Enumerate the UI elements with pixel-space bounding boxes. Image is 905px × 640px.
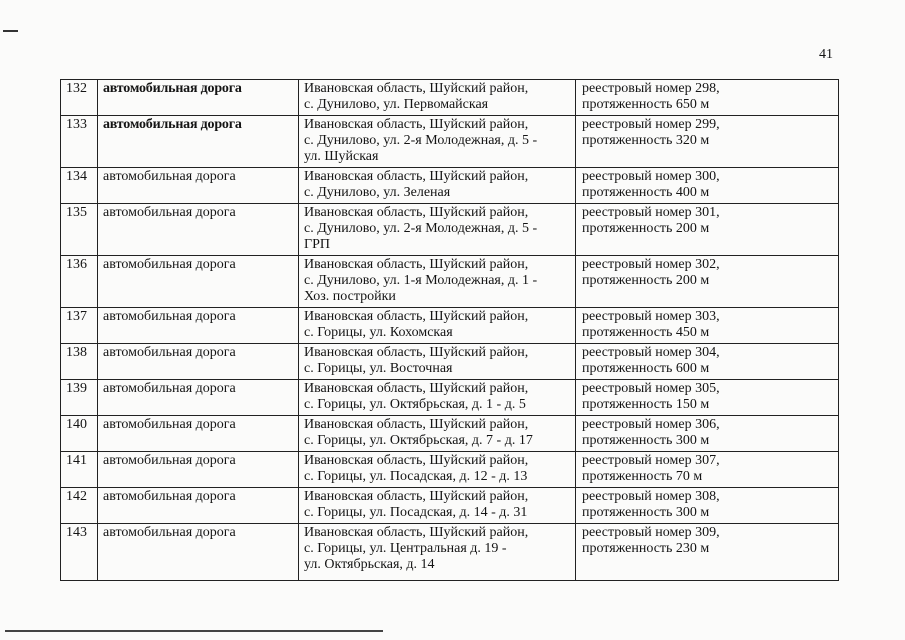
registry-info-line: реестровый номер 298, xyxy=(582,81,720,96)
registry-info-cell xyxy=(576,524,839,581)
address-line: ул. Шуйская xyxy=(304,149,379,164)
address-line: с. Горицы, ул. Кохомская xyxy=(304,325,453,340)
registry-info-line: протяженность 230 м xyxy=(582,541,710,556)
object-name: автомобильная дорога xyxy=(103,81,242,96)
table-row xyxy=(61,80,839,116)
address-cell xyxy=(299,204,576,256)
object-name-cell xyxy=(98,380,299,416)
row-number-cell xyxy=(61,204,98,256)
registry-info-line: протяженность 300 м xyxy=(582,505,710,520)
table-row xyxy=(61,344,839,380)
row-number: 135 xyxy=(66,205,87,220)
address-line: с. Дунилово, ул. 1-я Молодежная, д. 1 - xyxy=(304,273,538,288)
row-number: 134 xyxy=(66,169,87,184)
registry-info-cell xyxy=(576,380,839,416)
address-line: ул. Октябрьская, д. 14 xyxy=(304,557,435,572)
object-name-cell xyxy=(98,452,299,488)
row-number-cell xyxy=(61,168,98,204)
row-number-cell xyxy=(61,80,98,116)
row-number: 141 xyxy=(66,453,87,468)
address-line: с. Дунилово, ул. 2-я Молодежная, д. 5 - xyxy=(304,133,538,148)
address-line: Ивановская область, Шуйский район, xyxy=(304,117,529,132)
registry-info-cell xyxy=(576,416,839,452)
address-cell xyxy=(299,416,576,452)
table-row xyxy=(61,452,839,488)
registry-info-line: реестровый номер 308, xyxy=(582,489,720,504)
object-name: автомобильная дорога xyxy=(103,117,242,132)
address-line: Ивановская область, Шуйский район, xyxy=(304,205,529,220)
object-name-cell xyxy=(98,524,299,581)
object-name: автомобильная дорога xyxy=(103,525,236,540)
registry-info-line: реестровый номер 301, xyxy=(582,205,720,220)
address-cell xyxy=(299,116,576,168)
page-number: 41 xyxy=(819,47,833,62)
registry-info-cell xyxy=(576,168,839,204)
registry-info-cell xyxy=(576,452,839,488)
address-line: с. Дунилово, ул. 2-я Молодежная, д. 5 - xyxy=(304,221,538,236)
row-number-cell xyxy=(61,488,98,524)
address-line: ГРП xyxy=(304,237,330,252)
registry-info-line: реестровый номер 305, xyxy=(582,381,720,396)
registry-info-cell xyxy=(576,488,839,524)
row-number-cell xyxy=(61,344,98,380)
object-name: автомобильная дорога xyxy=(103,417,236,432)
address-line: Ивановская область, Шуйский район, xyxy=(304,309,529,324)
registry-info-line: реестровый номер 306, xyxy=(582,417,720,432)
table-row xyxy=(61,204,839,256)
address-line: Ивановская область, Шуйский район, xyxy=(304,525,529,540)
registry-info-line: протяженность 200 м xyxy=(582,273,710,288)
address-line: Ивановская область, Шуйский район, xyxy=(304,81,529,96)
object-name-cell xyxy=(98,308,299,344)
address-line: Ивановская область, Шуйский район, xyxy=(304,345,529,360)
address-line: с. Горицы, ул. Восточная xyxy=(304,361,453,376)
object-name-cell xyxy=(98,488,299,524)
address-cell xyxy=(299,380,576,416)
registry-info-cell xyxy=(576,344,839,380)
registry-info-cell xyxy=(576,204,839,256)
address-cell xyxy=(299,344,576,380)
registry-info-line: реестровый номер 303, xyxy=(582,309,720,324)
address-line: Ивановская область, Шуйский район, xyxy=(304,381,529,396)
registry-info-line: протяженность 150 м xyxy=(582,397,710,412)
table-row xyxy=(61,488,839,524)
registry-info-line: протяженность 200 м xyxy=(582,221,710,236)
address-cell xyxy=(299,80,576,116)
registry-info-line: протяженность 600 м xyxy=(582,361,710,376)
registry-info-line: протяженность 450 м xyxy=(582,325,710,340)
row-number: 133 xyxy=(66,117,87,132)
registry-info-cell xyxy=(576,116,839,168)
registry-info-line: протяженность 70 м xyxy=(582,469,703,484)
object-name-cell xyxy=(98,344,299,380)
footer-rule xyxy=(5,630,383,632)
row-number: 140 xyxy=(66,417,87,432)
registry-info-cell xyxy=(576,256,839,308)
row-number: 132 xyxy=(66,81,87,96)
address-line: Ивановская область, Шуйский район, xyxy=(304,257,529,272)
table-row xyxy=(61,524,839,581)
object-name-cell xyxy=(98,116,299,168)
table-body xyxy=(61,80,839,581)
object-name-cell xyxy=(98,168,299,204)
address-cell xyxy=(299,488,576,524)
address-line: с. Горицы, ул. Посадская, д. 14 - д. 31 xyxy=(304,505,528,520)
registry-info-cell xyxy=(576,80,839,116)
object-name-cell xyxy=(98,80,299,116)
object-name-cell xyxy=(98,256,299,308)
road-registry-table xyxy=(60,79,839,581)
address-line: с. Горицы, ул. Октябрьская, д. 7 - д. 17 xyxy=(304,433,533,448)
registry-info-cell xyxy=(576,308,839,344)
table-row xyxy=(61,380,839,416)
object-name: автомобильная дорога xyxy=(103,257,236,272)
registry-info-line: реестровый номер 302, xyxy=(582,257,720,272)
registry-info-line: реестровый номер 307, xyxy=(582,453,720,468)
row-number: 142 xyxy=(66,489,87,504)
row-number-cell xyxy=(61,524,98,581)
registry-info-line: реестровый номер 299, xyxy=(582,117,720,132)
address-line: Ивановская область, Шуйский район, xyxy=(304,489,529,504)
address-line: с. Дунилово, ул. Зеленая xyxy=(304,185,451,200)
row-number-cell xyxy=(61,256,98,308)
row-number-cell xyxy=(61,380,98,416)
object-name-cell xyxy=(98,204,299,256)
registry-info-line: реестровый номер 304, xyxy=(582,345,720,360)
table-row xyxy=(61,308,839,344)
address-line: Ивановская область, Шуйский район, xyxy=(304,453,529,468)
table-row xyxy=(61,116,839,168)
row-number-cell xyxy=(61,416,98,452)
address-cell xyxy=(299,168,576,204)
row-number: 143 xyxy=(66,525,87,540)
address-line: с. Горицы, ул. Посадская, д. 12 - д. 13 xyxy=(304,469,528,484)
registry-info-line: протяженность 300 м xyxy=(582,433,710,448)
registry-info-line: протяженность 650 м xyxy=(582,97,710,112)
address-line: Ивановская область, Шуйский район, xyxy=(304,417,529,432)
registry-info-line: протяженность 320 м xyxy=(582,133,710,148)
row-number-cell xyxy=(61,308,98,344)
address-cell xyxy=(299,452,576,488)
address-cell xyxy=(299,256,576,308)
registry-info-line: реестровый номер 309, xyxy=(582,525,720,540)
object-name: автомобильная дорога xyxy=(103,169,236,184)
object-name: автомобильная дорога xyxy=(103,489,236,504)
address-line: Ивановская область, Шуйский район, xyxy=(304,169,529,184)
scan-mark-top xyxy=(3,30,18,32)
row-number: 136 xyxy=(66,257,87,272)
address-line: с. Дунилово, ул. Первомайская xyxy=(304,97,489,112)
object-name: автомобильная дорога xyxy=(103,453,236,468)
table-row xyxy=(61,256,839,308)
address-line: Хоз. постройки xyxy=(304,289,396,304)
address-line: с. Горицы, ул. Центральная д. 19 - xyxy=(304,541,507,556)
table-row xyxy=(61,416,839,452)
object-name: автомобильная дорога xyxy=(103,309,236,324)
object-name: автомобильная дорога xyxy=(103,381,236,396)
address-cell xyxy=(299,524,576,581)
registry-info-line: протяженность 400 м xyxy=(582,185,710,200)
object-name: автомобильная дорога xyxy=(103,205,236,220)
row-number: 139 xyxy=(66,381,87,396)
object-name: автомобильная дорога xyxy=(103,345,236,360)
row-number: 138 xyxy=(66,345,87,360)
table-row xyxy=(61,168,839,204)
registry-info-line: реестровый номер 300, xyxy=(582,169,720,184)
address-line: с. Горицы, ул. Октябрьская, д. 1 - д. 5 xyxy=(304,397,526,412)
object-name-cell xyxy=(98,416,299,452)
row-number-cell xyxy=(61,452,98,488)
address-cell xyxy=(299,308,576,344)
row-number-cell xyxy=(61,116,98,168)
row-number: 137 xyxy=(66,309,87,324)
